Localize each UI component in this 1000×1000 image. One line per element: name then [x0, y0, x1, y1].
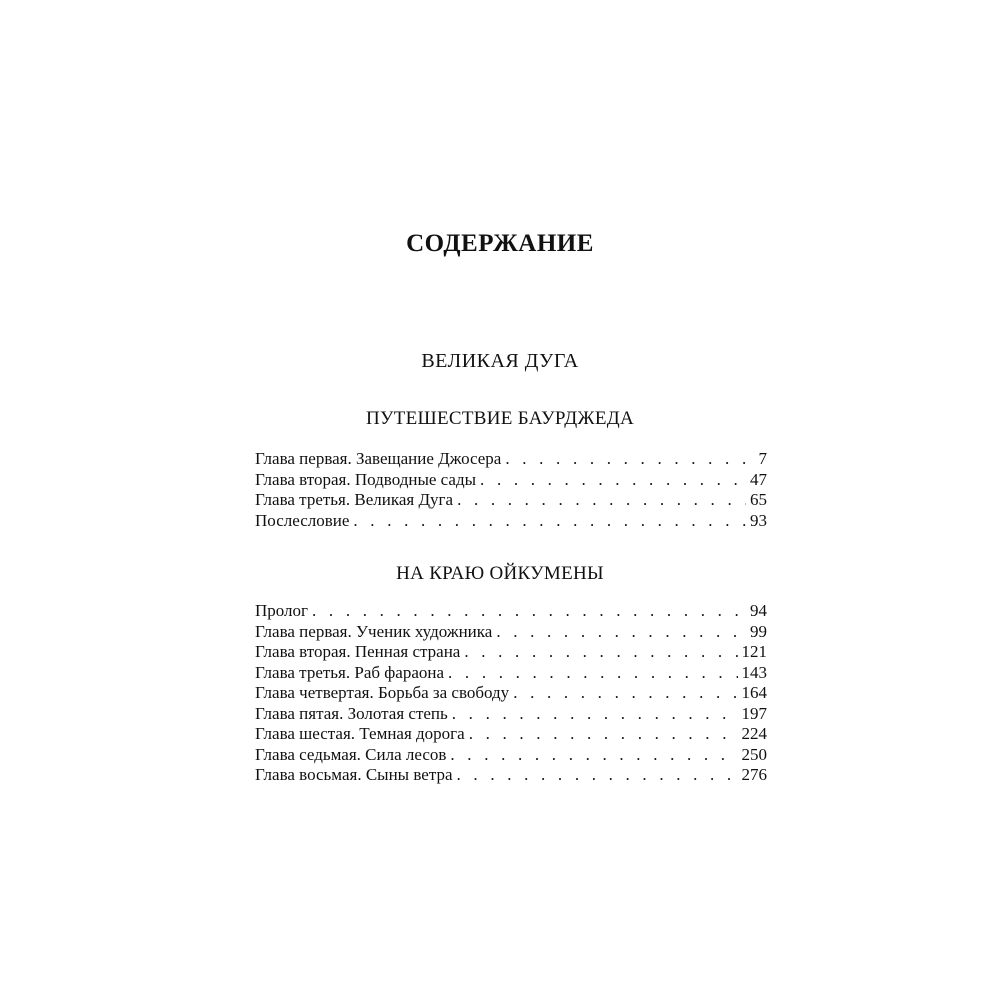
toc-entry-page: 121	[741, 642, 767, 661]
toc-entry-label: Глава вторая. Пенная страна	[255, 642, 461, 661]
toc-entry-page: 197	[741, 703, 767, 723]
dot-leader	[496, 622, 746, 643]
toc-list	[255, 601, 767, 786]
toc-entry	[255, 642, 767, 663]
dot-leader	[450, 745, 737, 766]
toc-entry-page: 65	[750, 490, 767, 509]
toc-entry	[255, 683, 767, 704]
toc-list	[255, 449, 767, 531]
toc-entry-label: Глава седьмая. Сила лесов	[255, 744, 447, 764]
toc-entry	[255, 511, 767, 532]
toc-entry	[255, 449, 767, 470]
toc-entry-label: Глава первая. Завещание Джосера	[255, 449, 502, 468]
toc-entry-page: 99	[750, 621, 767, 641]
toc-entry	[255, 704, 767, 725]
dot-leader	[452, 704, 738, 725]
page-title: СОДЕРЖАНИЕ	[406, 230, 594, 257]
section-title: ПУТЕШЕСТВИЕ БАУРДЖЕДА	[365, 408, 635, 429]
toc-entry	[255, 663, 767, 684]
toc-entry	[255, 724, 767, 745]
toc-entry-label: Глава третья. Великая Дуга	[255, 490, 454, 509]
toc-entry-page: 250	[741, 744, 767, 764]
toc-entry	[255, 601, 767, 622]
toc-entry-page: 224	[741, 724, 767, 743]
dot-leader	[353, 511, 746, 532]
toc-entry-label: Глава восьмая. Сыны ветра	[255, 765, 453, 784]
toc-entry-label: Глава шестая. Темная дорога	[255, 724, 465, 743]
toc-entry	[255, 765, 767, 786]
dot-leader	[457, 765, 738, 786]
toc-entry-page: 276	[741, 765, 767, 784]
dot-leader	[513, 683, 737, 704]
toc-entry-label: Послесловие	[255, 510, 350, 530]
toc-entry-label: Глава вторая. Подводные сады	[255, 469, 477, 489]
toc-entry	[255, 622, 767, 643]
toc-entry-label: Глава пятая. Золотая степь	[255, 703, 448, 723]
toc-entry-page: 93	[750, 510, 767, 530]
dot-leader	[312, 601, 746, 622]
book-title: ВЕЛИКАЯ ДУГА	[421, 350, 579, 372]
toc-entry-label: Глава третья. Раб фараона	[255, 662, 445, 682]
toc-entry	[255, 745, 767, 766]
toc-entry-page: 164	[741, 683, 767, 702]
toc-entry-page: 7	[758, 449, 767, 468]
toc-entry	[255, 470, 767, 491]
toc-entry	[255, 490, 767, 511]
toc-entry-label: Пролог	[255, 601, 309, 620]
dot-leader	[469, 724, 738, 745]
toc-entry-page: 47	[750, 469, 767, 489]
dot-leader	[457, 490, 746, 511]
dot-leader	[505, 449, 754, 470]
dot-leader	[464, 642, 737, 663]
dot-leader	[448, 663, 737, 684]
section-title: НА КРАЮ ОЙКУМЕНЫ	[396, 563, 604, 584]
toc-entry-label: Глава четвертая. Борьба за свободу	[255, 683, 510, 702]
toc-entry-page: 94	[750, 601, 767, 620]
toc-entry-label: Глава первая. Ученик художника	[255, 621, 493, 641]
dot-leader	[480, 470, 746, 491]
toc-entry-page: 143	[741, 662, 767, 682]
